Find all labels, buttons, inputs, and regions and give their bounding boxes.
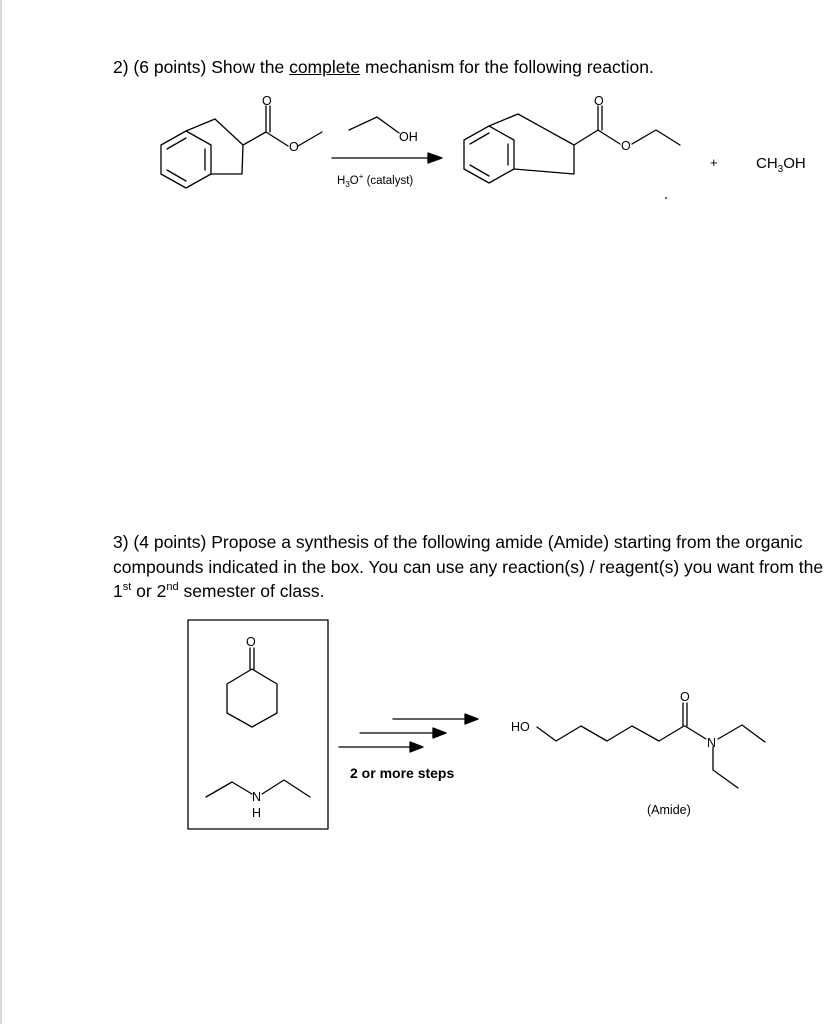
q3-ordinal-2: nd	[166, 581, 179, 594]
reactant-carbonyl-o: O	[262, 94, 272, 108]
q2-suffix: mechanism for the following reaction.	[360, 57, 654, 77]
product-ethyl-ester	[464, 106, 680, 183]
plus-sign: +	[710, 155, 718, 170]
amide-carbonyl-o: O	[680, 690, 690, 704]
reagent-oh-label: OH	[399, 130, 418, 144]
q3-end: semester of class.	[178, 581, 325, 601]
catalyst-label: $H_3O^+$ (catalyst)	[337, 172, 414, 189]
cyclohexanone-ring	[227, 669, 277, 727]
steps-label: 2 or more steps	[350, 765, 455, 781]
multi-step-arrows	[339, 714, 478, 752]
amide-n: N	[707, 736, 717, 750]
cyclohexanone-o: O	[246, 635, 256, 649]
q2-emphasis: complete	[289, 57, 361, 77]
reactant-benzene-ring	[161, 131, 211, 188]
amide-caption: (Amide)	[647, 803, 691, 817]
product-carbonyl-o: O	[594, 94, 604, 108]
target-amide	[537, 703, 765, 788]
reactant-ester-o: O	[289, 140, 299, 154]
stray-dot	[665, 197, 667, 199]
reagent-ethanol	[349, 117, 399, 133]
product-benzene-ring	[464, 126, 514, 183]
q3-mid: or 2	[131, 581, 167, 601]
q2-prefix: 2) (6 points) Show the	[113, 57, 290, 77]
methanol-byproduct: $CH_3OH$	[756, 155, 806, 175]
reaction-arrow	[332, 153, 442, 163]
diethylamine-n: N	[252, 790, 262, 804]
q3-ordinal-1: st	[122, 581, 132, 594]
q3-text: 3) (4 points) Propose a synthesis of the following amide (Amide) starting from the organic compounds indicated in the box. You can use any reaction(s) / reagent(s) you want from the 1	[113, 532, 824, 601]
cyclohexanone	[227, 648, 277, 727]
product-ester-o: O	[621, 139, 631, 153]
diethylamine-h: H	[252, 806, 262, 820]
amide-ho-label: HO	[511, 720, 530, 734]
